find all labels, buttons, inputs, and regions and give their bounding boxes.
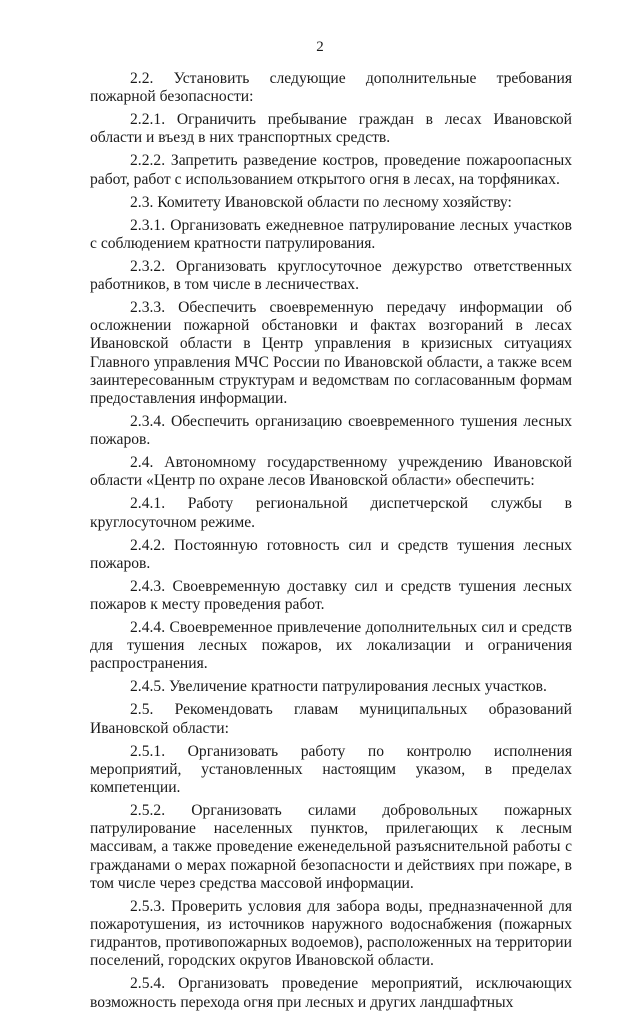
page-number: 2 <box>316 39 324 55</box>
paragraph-2-4-5: 2.4.5. Увеличение кратности патрулирования лесных участков. <box>130 678 547 696</box>
paragraph-2-4: 2.4. Автономному государственному учреждению Ивановской области «Центр по охране лесов Ивановской области» обеспечить: <box>90 454 572 490</box>
paragraph-2-5-4: 2.5.4. Организовать проведение мероприятий, исключающих возможность перехода огня при лесных и других ландшафтных <box>90 975 572 1011</box>
paragraph-2-3-1: 2.3.1. Организовать ежедневное патрулирование лесных участков с соблюдением кратности патрулирования. <box>90 216 572 252</box>
paragraph-2-3-4: 2.3.4. Обеспечить организацию своевременного тушения лесных пожаров. <box>90 413 572 449</box>
paragraph-2-4-1: 2.4.1. Работу региональной диспетчерской службы в круглосуточном режиме. <box>90 495 572 531</box>
paragraph-2-4-2: 2.4.2. Постоянную готовность сил и средств тушения лесных пожаров. <box>90 536 572 572</box>
paragraph-2-2: 2.2. Установить следующие дополнительные требования пожарной безопасности: <box>90 70 572 106</box>
paragraph-2-4-4: 2.4.4. Своевременное привлечение дополнительных сил и средств для тушения лесных пожаров, их локализации и ограничения распространения. <box>90 619 572 673</box>
paragraph-2-5-1: 2.5.1. Организовать работу по контролю исполнения мероприятий, установленных настоящим указом, в пределах компетенции. <box>90 742 572 797</box>
document-body <box>90 70 572 1017</box>
paragraph-2-2-1: 2.2.1. Ограничить пребывание граждан в лесах Ивановской области и въезд в них транспортных средств. <box>90 111 572 147</box>
paragraph-2-5-2: 2.5.2. Организовать силами добровольных пожарных патрулирование населенных пунктов, прилегающих к лесным массивам, а также проведение еженедельной разъяснительной работы с гражданами о мерах пожарной безопасности и действиях при пожаре, в том числе через средства массовой информации. <box>90 802 572 892</box>
paragraph-2-2-2: 2.2.2. Запретить разведение костров, проведение пожароопасных работ, работ с использованием открытого огня в лесах, на торфяниках. <box>90 152 572 188</box>
paragraph-2-3-2: 2.3.2. Организовать круглосуточное дежурство ответственных работников, в том числе в лесничествах. <box>90 257 572 294</box>
paragraph-2-4-3: 2.4.3. Своевременную доставку сил и средств тушения лесных пожаров к месту проведения работ. <box>90 577 572 614</box>
paragraph-2-3-3: 2.3.3. Обеспечить своевременную передачу информации об осложнении пожарной обстановки и фактах возгораний в лесах Ивановской области в Центр управления в кризисных ситуациях Главного управления МЧС России по Ивановской области, а также всем заинтересованным структурам и ведомствам по согласованным формам предоставления информации. <box>90 299 572 408</box>
paragraph-2-5: 2.5. Рекомендовать главам муниципальных образований Ивановской области: <box>90 701 572 737</box>
paragraph-2-3: 2.3. Комитету Ивановской области по лесному хозяйству: <box>130 193 512 211</box>
paragraph-2-5-3: 2.5.3. Проверить условия для забора воды, предназначенной для пожаротушения, из источников наружного водоснабжения (пожарных гидрантов, противопожарных водоемов), расположенных на территории поселений, городских округов Ивановской области. <box>90 897 572 970</box>
